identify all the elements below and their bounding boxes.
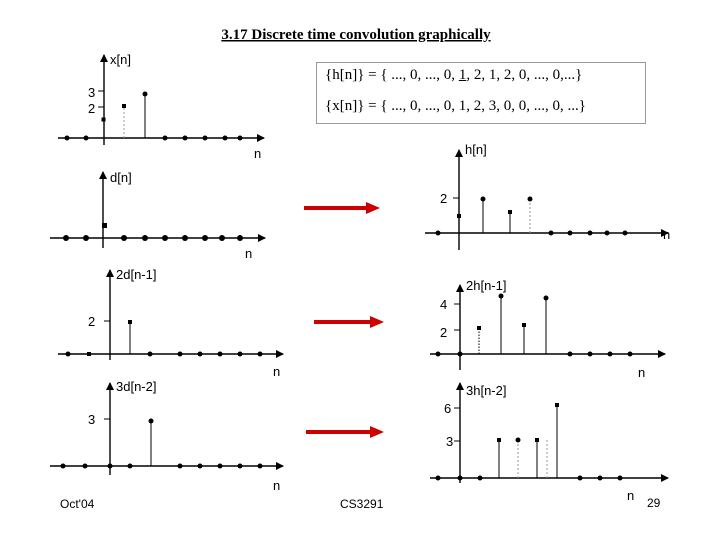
- footer-date: Oct'04: [60, 497, 95, 511]
- h2-label: 3h[n-2]: [466, 383, 507, 398]
- x-sequence-equation: {x[n]} = { ..., 0, ..., 0, 1, 2, 3, 0, 0, ..., 0, ...}: [325, 98, 586, 114]
- n-label-top: n: [254, 146, 262, 161]
- h1-tick-4: 4: [440, 297, 448, 312]
- xn-tick-3: 3: [88, 85, 96, 100]
- n-label-dn: n: [245, 246, 253, 261]
- n-label-d2: n: [273, 478, 281, 493]
- hn-label: h[n]: [465, 142, 487, 157]
- h-seq-prefix: {h[n]} = { ..., 0, ..., 0,: [325, 67, 459, 83]
- h-seq-suffix: , 2, 1, 2, 0, ..., 0,...}: [466, 67, 583, 83]
- d1-tick-2: 2: [88, 314, 96, 329]
- xn-tick-2: 2: [88, 101, 96, 116]
- d2-tick-3: 3: [88, 412, 96, 427]
- footer-page: 29: [647, 496, 661, 510]
- dn-label: d[n]: [110, 170, 132, 185]
- h-sequence-equation: [325, 67, 582, 84]
- hn-samples: [425, 191, 670, 242]
- h-seq-origin: 1: [458, 67, 467, 83]
- d1-plot: [58, 267, 283, 379]
- hn-plot: [254, 142, 487, 250]
- h2-tick-3: 3: [446, 434, 454, 449]
- n-label-h2: n: [627, 488, 635, 503]
- h1-tick-2: 2: [440, 325, 448, 340]
- d2-plot: [50, 379, 283, 493]
- page-title: 3.17 Discrete time convolution graphically: [221, 27, 491, 43]
- xn-plot: [58, 52, 264, 145]
- h1-label: 2h[n-1]: [466, 278, 507, 293]
- red-arrow-2: [314, 316, 384, 328]
- d1-label: 2d[n-1]: [116, 267, 157, 282]
- n-label-hn: n: [663, 227, 671, 242]
- footer-course: CS3291: [340, 497, 384, 511]
- d2-label: 3d[n-2]: [116, 379, 157, 394]
- n-label-h1: n: [638, 365, 646, 380]
- n-label-d1: n: [273, 364, 281, 379]
- h1-plot: [430, 278, 665, 380]
- h2-plot: [430, 383, 668, 503]
- hn-tick-2: 2: [440, 191, 448, 206]
- dn-plot: [50, 170, 265, 261]
- red-arrow-1: [304, 202, 380, 214]
- xn-label: x[n]: [110, 52, 131, 67]
- h2-tick-6: 6: [444, 401, 452, 416]
- red-arrow-3: [306, 426, 384, 438]
